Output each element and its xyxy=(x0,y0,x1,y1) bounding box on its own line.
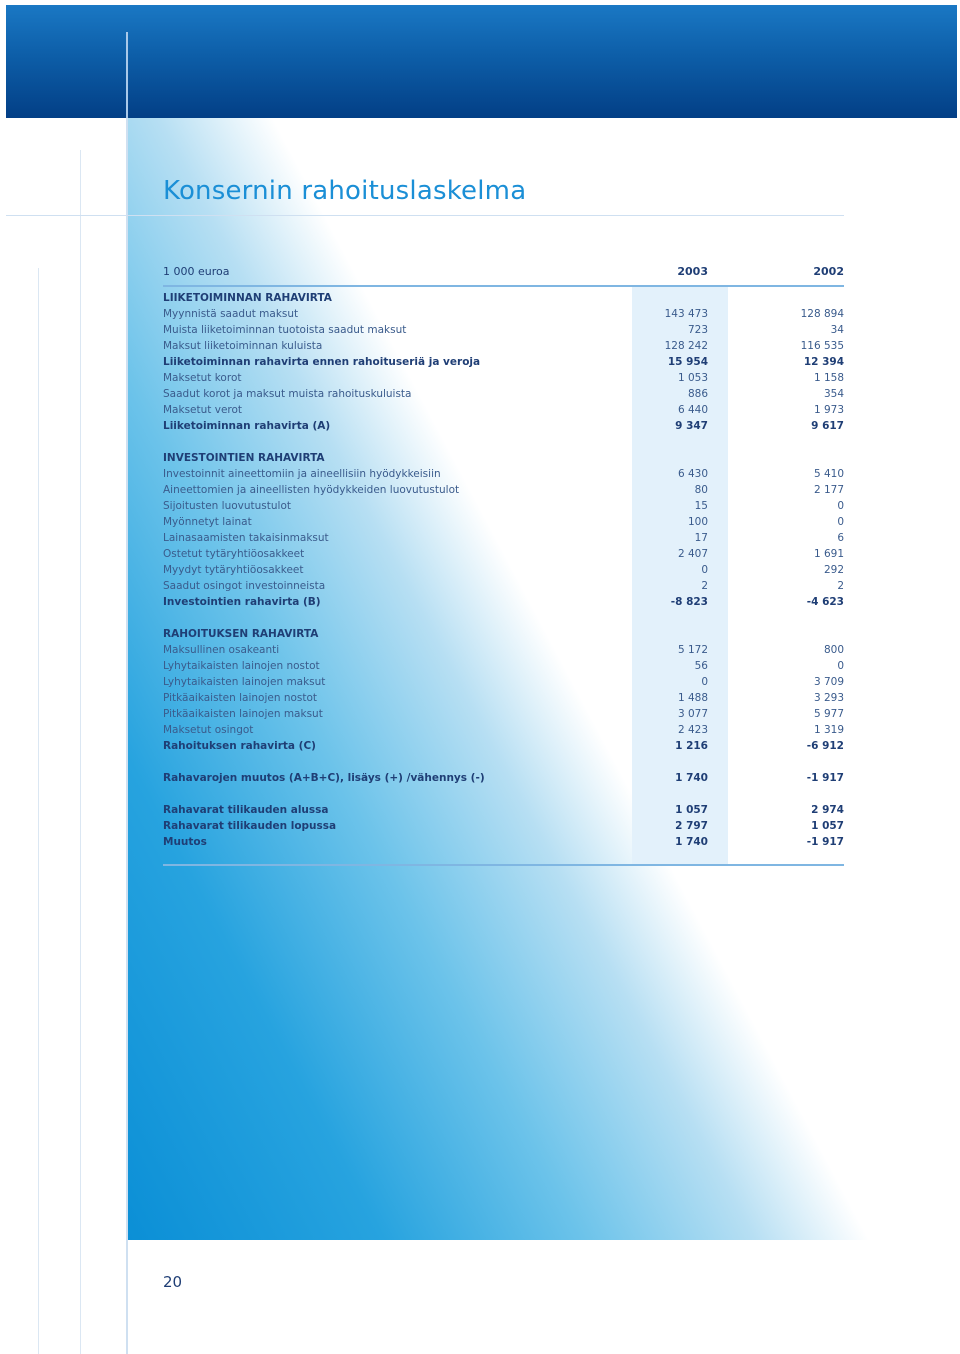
value-2003: 6 440 xyxy=(677,404,708,416)
row-label: Lyhytaikaisten lainojen nostot xyxy=(163,660,320,672)
row-label: Maksetut osingot xyxy=(163,724,254,736)
row-label: Lyhytaikaisten lainojen maksut xyxy=(163,676,326,688)
value-2002: 2 xyxy=(837,580,844,592)
table-bottom-rule xyxy=(163,864,844,866)
value-2002: 3 709 xyxy=(813,676,844,688)
value-2002: -4 623 xyxy=(806,596,844,608)
row-label: Muista liiketoiminnan tuotoista saadut maksut xyxy=(163,324,407,336)
row-label: Pitkäaikaisten lainojen maksut xyxy=(163,708,323,720)
row-label: Maksetut verot xyxy=(163,404,243,416)
value-2002: 0 xyxy=(837,500,844,512)
row-label: Sijoitusten luovutustulot xyxy=(163,500,291,512)
value-2002: 9 617 xyxy=(811,420,844,432)
header-divider xyxy=(126,32,128,118)
value-2002: 800 xyxy=(823,644,844,656)
table-row xyxy=(163,340,844,356)
value-2002: 128 894 xyxy=(800,308,844,320)
year-2002-header: 2002 xyxy=(813,265,844,278)
row-label: Maksullinen osakeanti xyxy=(163,644,280,656)
row-label: Liiketoiminnan rahavirta (A) xyxy=(163,420,331,432)
value-2002: -1 917 xyxy=(806,836,844,848)
value-2003: 15 xyxy=(694,500,708,512)
value-2002: -6 912 xyxy=(806,740,844,752)
table-row xyxy=(163,564,844,580)
row-label: Aineettomien ja aineellisten hyödykkeiden luovutustulot xyxy=(163,484,460,496)
row-label: Pitkäaikaisten lainojen nostot xyxy=(163,692,318,704)
section-heading xyxy=(163,628,844,644)
value-2002: 1 973 xyxy=(813,404,844,416)
value-2002: 116 535 xyxy=(800,340,844,352)
value-2002: 1 319 xyxy=(813,724,844,736)
value-2002: 5 410 xyxy=(813,468,844,480)
value-2003: 1 488 xyxy=(677,692,708,704)
decorative-line xyxy=(38,268,39,1354)
row-label: Myynnistä saadut maksut xyxy=(163,308,299,320)
row-label: Investointien rahavirta (B) xyxy=(163,596,321,608)
header-rule xyxy=(163,285,844,287)
row-label: Muutos xyxy=(163,836,207,848)
value-2003: 723 xyxy=(687,324,708,336)
section-heading-label: RAHOITUKSEN RAHAVIRTA xyxy=(163,628,319,640)
table-row xyxy=(163,388,844,404)
table-total-row xyxy=(163,836,844,852)
value-2002: 2 974 xyxy=(811,804,844,816)
section-heading xyxy=(163,452,844,468)
value-2003: 80 xyxy=(694,484,708,496)
value-2002: 354 xyxy=(823,388,844,400)
value-2002: 292 xyxy=(823,564,844,576)
value-2002: 1 158 xyxy=(813,372,844,384)
row-label: Rahavarat tilikauden lopussa xyxy=(163,820,337,832)
year-2003-header: 2003 xyxy=(677,265,708,278)
value-2002: 12 394 xyxy=(803,356,844,368)
value-2003: 1 216 xyxy=(675,740,708,752)
value-2003: 1 053 xyxy=(677,372,708,384)
row-label: Saadut osingot investoinneista xyxy=(163,580,326,592)
value-2002: 0 xyxy=(837,660,844,672)
value-2003: 9 347 xyxy=(675,420,708,432)
row-label: Myönnetyt lainat xyxy=(163,516,252,528)
row-label: Maksetut korot xyxy=(163,372,242,384)
value-2002: 2 177 xyxy=(813,484,844,496)
row-label: Lainasaamisten takaisinmaksut xyxy=(163,532,329,544)
value-2003: 17 xyxy=(694,532,708,544)
table-row xyxy=(163,676,844,692)
value-2003: 56 xyxy=(694,660,708,672)
decorative-line xyxy=(80,150,81,1354)
row-label: Rahoituksen rahavirta (C) xyxy=(163,740,316,752)
table-row xyxy=(163,372,844,388)
page-number: 20 xyxy=(163,1273,183,1291)
page-title: Konsernin rahoituslaskelma xyxy=(163,176,527,206)
table-row xyxy=(163,468,844,484)
table-row xyxy=(163,484,844,500)
unit-label: 1 000 euroa xyxy=(163,265,230,278)
value-2002: 6 xyxy=(837,532,844,544)
row-label: Ostetut tytäryhtiöosakkeet xyxy=(163,548,305,560)
value-2002: 1 691 xyxy=(813,548,844,560)
value-2003: 2 xyxy=(701,580,708,592)
table-header xyxy=(163,265,844,281)
value-2003: 100 xyxy=(687,516,708,528)
value-2003: -8 823 xyxy=(670,596,708,608)
table-row xyxy=(163,580,844,596)
header-band xyxy=(6,5,957,118)
table-row xyxy=(163,708,844,724)
value-2002: 5 977 xyxy=(813,708,844,720)
row-label: Saadut korot ja maksut muista rahoituskuluista xyxy=(163,388,412,400)
value-2003: 6 430 xyxy=(677,468,708,480)
table-row xyxy=(163,516,844,532)
value-2003: 15 954 xyxy=(667,356,708,368)
section-heading-label: INVESTOINTIEN RAHAVIRTA xyxy=(163,452,325,464)
table-row xyxy=(163,548,844,564)
value-2003: 0 xyxy=(701,676,708,688)
table-total-row xyxy=(163,820,844,836)
row-label: Maksut liiketoiminnan kuluista xyxy=(163,340,323,352)
value-2003: 2 407 xyxy=(677,548,708,560)
value-2003: 1 740 xyxy=(675,836,708,848)
table-total-row xyxy=(163,804,844,820)
table-row xyxy=(163,324,844,340)
table-row xyxy=(163,308,844,324)
section-heading-label: LIIKETOIMINNAN RAHAVIRTA xyxy=(163,292,332,304)
row-label: Liiketoiminnan rahavirta ennen rahoituseriä ja veroja xyxy=(163,356,481,368)
row-label: Investoinnit aineettomiin ja aineellisiin hyödykkeisiin xyxy=(163,468,441,480)
table-total-row xyxy=(163,420,844,436)
value-2003: 886 xyxy=(687,388,708,400)
title-underline xyxy=(6,215,844,216)
value-2002: 3 293 xyxy=(813,692,844,704)
value-2003: 1 057 xyxy=(675,804,708,816)
value-2003: 1 740 xyxy=(675,772,708,784)
row-label: Myydyt tytäryhtiöosakkeet xyxy=(163,564,304,576)
value-2002: 34 xyxy=(830,324,844,336)
decorative-line xyxy=(126,118,128,1354)
value-2003: 128 242 xyxy=(664,340,708,352)
table-total-row xyxy=(163,772,844,788)
table-row xyxy=(163,692,844,708)
value-2003: 143 473 xyxy=(664,308,708,320)
table-total-row xyxy=(163,356,844,372)
table-row xyxy=(163,660,844,676)
value-2002: -1 917 xyxy=(806,772,844,784)
table-row xyxy=(163,532,844,548)
value-2003: 2 423 xyxy=(677,724,708,736)
table-total-row xyxy=(163,740,844,756)
value-2002: 0 xyxy=(837,516,844,528)
table-row xyxy=(163,644,844,660)
value-2002: 1 057 xyxy=(811,820,844,832)
table-row xyxy=(163,500,844,516)
table-row xyxy=(163,404,844,420)
row-label: Rahavarojen muutos (A+B+C), lisäys (+) /vähennys (-) xyxy=(163,772,485,784)
value-2003: 0 xyxy=(701,564,708,576)
section-heading xyxy=(163,292,844,308)
row-label: Rahavarat tilikauden alussa xyxy=(163,804,329,816)
value-2003: 5 172 xyxy=(677,644,708,656)
value-2003: 3 077 xyxy=(677,708,708,720)
value-2003: 2 797 xyxy=(675,820,708,832)
table-total-row xyxy=(163,596,844,612)
table-row xyxy=(163,724,844,740)
